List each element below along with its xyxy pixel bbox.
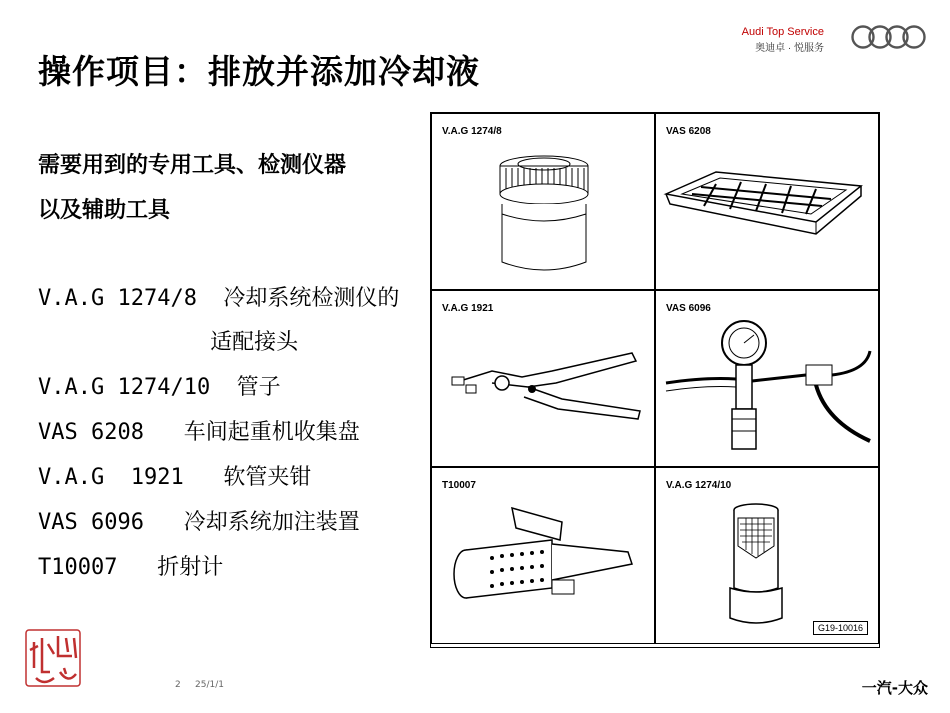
- tool-item: VAS 6096 冷却系统加注装置: [38, 510, 360, 535]
- figure-label: VAS 6208: [666, 126, 711, 137]
- figure-label: T10007: [442, 480, 476, 491]
- page-number: 2: [175, 680, 181, 690]
- tool-item: V.A.G 1274/8 冷却系统检测仪的: [38, 286, 400, 311]
- figure-cell: [655, 113, 879, 290]
- tray-icon: [656, 114, 880, 291]
- figure-label: V.A.G 1274/10: [666, 480, 732, 491]
- filler-icon: [656, 291, 880, 468]
- tool-item: V.A.G 1921 软管夹钳: [38, 465, 312, 490]
- tool-item: 适配接头: [38, 330, 299, 355]
- tool-item: VAS 6208 车间起重机收集盘: [38, 420, 360, 445]
- subtitle-line-2: 以及辅助工具: [38, 198, 171, 223]
- brand-name: Audi Top Service: [741, 26, 824, 38]
- figure-cell: [431, 113, 655, 290]
- page-title: 操作项目：排放并添加冷却液: [38, 52, 480, 91]
- footer-brand-logo: 一汽-大众: [861, 679, 928, 697]
- figure-cell: [655, 467, 879, 644]
- adapter-icon: [432, 114, 656, 291]
- brand-tagline: 奥迪卓 · 悦服务: [755, 43, 824, 54]
- tube-icon: [656, 468, 880, 645]
- tools-figure-grid: [430, 112, 880, 648]
- tool-item: T10007 折射计: [38, 555, 224, 580]
- tool-item: V.A.G 1274/10 管子: [38, 375, 281, 400]
- figure-cell: [431, 467, 655, 644]
- pliers-icon: [432, 291, 656, 468]
- figure-code: G19-10016: [813, 621, 868, 635]
- figure-cell: [431, 290, 655, 467]
- figure-cell: [655, 290, 879, 467]
- figure-label: VAS 6096: [666, 303, 711, 314]
- subtitle-line-1: 需要用到的专用工具、检测仪器: [38, 153, 347, 178]
- figure-label: V.A.G 1274/8: [442, 126, 502, 137]
- figure-label: V.A.G 1921: [442, 303, 494, 314]
- seal-logo: [24, 628, 84, 690]
- refractometer-icon: [432, 468, 656, 645]
- audi-rings-logo: [850, 24, 928, 50]
- page-date: 25/1/1: [195, 680, 224, 690]
